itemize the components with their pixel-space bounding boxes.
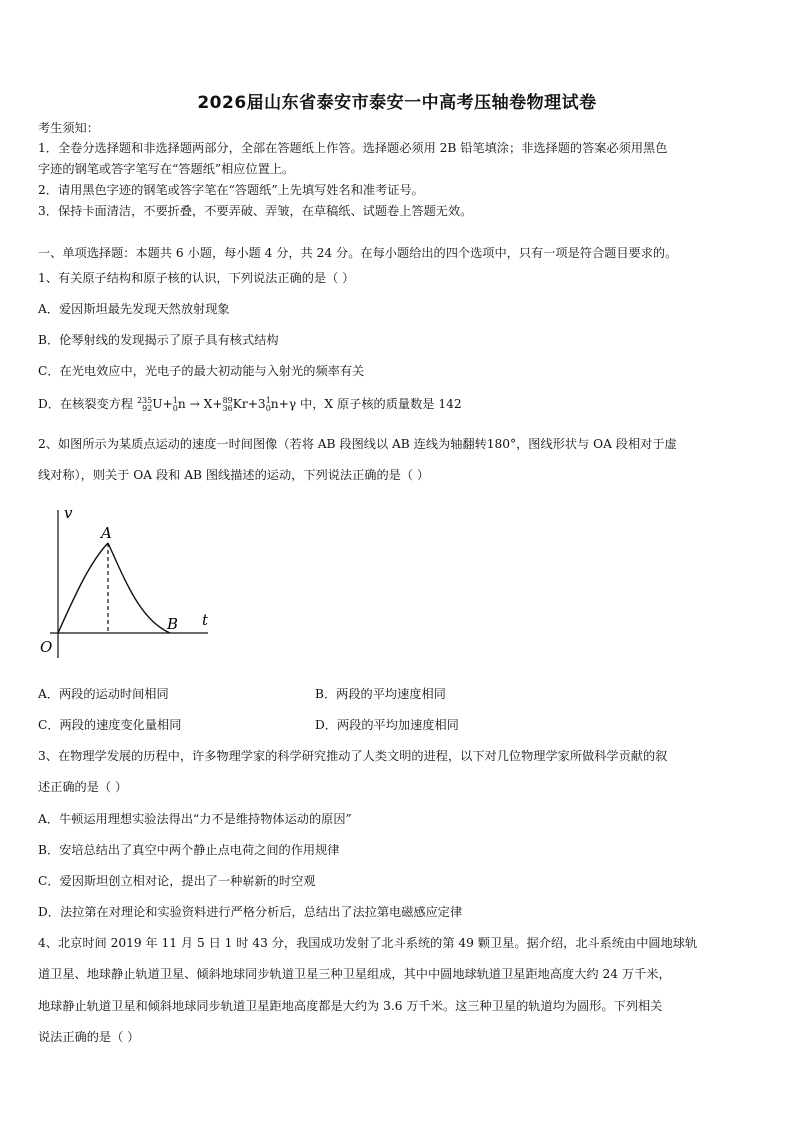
question-3-line-2: 述正确的是（ ） [38,780,128,794]
question-4-line-4: 说法正确的是（ ） [38,1030,140,1044]
krypton-nuclide-numbers: 89 36 [222,395,233,413]
notice-item-1-line-2: 字迹的钢笔或答字笔写在“答题纸”相应位置上。 [38,162,295,176]
uranium-symbol: U [152,397,163,411]
gamma-symbol: γ [288,397,297,411]
question-1-option-a: A．爱因斯坦最先发现天然放射现象 [38,302,230,316]
question-2-option-a: A．两段的运动时间相同 [38,687,169,701]
point-b-label: B [167,615,179,633]
question-1-option-d [38,396,758,413]
oa-curve [58,543,108,633]
question-2-option-b: B．两段的平均速度相同 [315,687,446,701]
t-axis-label: t [202,611,209,629]
question-3-option-d: D．法拉第在对理论和实验资料进行严格分析后，总结出了法拉第电磁感应定律 [38,905,463,919]
v-axis-label: v [64,504,73,522]
question-2-option-c: C．两段的速度变化量相同 [38,718,182,732]
ab-curve [108,543,170,633]
question-2-option-d: D．两段的平均加速度相同 [315,718,459,732]
neutron-symbol-2: n [270,397,279,411]
krypton-symbol: Kr [232,397,248,411]
fission-equation: 235 92 U+ 1 0 n → X+ 89 36 Kr+3 1 0 n+γ [136,395,297,413]
neutron-numbers: 1 0 [172,395,178,413]
question-4-line-3: 地球静止轨道卫星和倾斜地球同步轨道卫星距地高度都是大约为 3.6 万千米。这三种卫星的轨道均为圆形。下列相关 [38,999,663,1013]
option-d-prefix: D．在核裂变方程 [38,397,134,411]
reaction-arrow: → [189,397,200,411]
x-nucleus-symbol: X [203,397,213,411]
origin-label: O [40,638,53,656]
section-heading: 一、单项选择题：本题共 6 小题，每小题 4 分，共 24 分。在每小题给出的四个选项中，只有一项是符合题目要求的。 [38,246,678,260]
question-3-line-1: 3、在物理学发展的历程中，许多物理学家的科学研究推动了人类文明的进程，以下对几位物理学家所做科学贡献的叙 [38,749,668,763]
point-a-label: A [101,524,112,542]
question-4-line-2: 道卫星、地球静止轨道卫星、倾斜地球同步轨道卫星三种卫星组成，其中中圆地球轨道卫星距地高度大约 24 万千米， [38,967,671,981]
notice-item-2: 2．请用黑色字迹的钢笔或答字笔在“答题纸”上先填写姓名和准考证号。 [38,183,424,197]
question-1-option-b: B．伦琴射线的发现揭示了原子具有核式结构 [38,333,279,347]
question-3-option-b: B．安培总结出了真空中两个静止点电荷之间的作用规律 [38,843,340,857]
question-2-line-2: 线对称），则关于 OA 段和 AB 图线描述的运动，下列说法正确的是（ ） [38,468,430,482]
notice-heading: 考生须知： [38,121,99,135]
question-3-option-a: A．牛顿运用理想实验法得出“力不是维持物体运动的原因” [38,812,352,826]
notice-item-1-line-1: 1．全卷分选择题和非选择题两部分，全部在答题纸上作答。选择题必须用 2B 铅笔填涂；非选择题的答案必须用黑色 [38,141,668,155]
question-1-stem: 1、有关原子结构和原子核的认识，下列说法正确的是（ ） [38,271,355,285]
option-d-suffix: 中，X 原子核的质量数是 142 [300,397,462,411]
velocity-time-graph [30,500,230,670]
uranium-nuclide-numbers: 235 92 [136,395,153,413]
page-title: 2026届山东省泰安市泰安一中高考压轴卷物理试卷 [197,93,597,113]
neutron-numbers-2: 1 0 [265,395,271,413]
neutron-coefficient: 3 [257,397,266,411]
question-3-option-c: C．爱因斯坦创立相对论，提出了一种崭新的时空观 [38,874,316,888]
question-1-option-c: C．在光电效应中，光电子的最大初动能与入射光的频率有关 [38,364,365,378]
notice-item-3: 3．保持卡面清洁，不要折叠，不要弄破、弄皱，在草稿纸、试题卷上答题无效。 [38,204,473,218]
question-4-line-1: 4、北京时间 2019 年 11 月 5 日 1 时 43 分，我国成功发射了北斗系统的第 49 颗卫星。据介绍，北斗系统由中圆地球轨 [38,936,698,950]
neutron-symbol: n [177,397,186,411]
question-2-line-1: 2、如图所示为某质点运动的速度一时间图像（若将 AB 段图线以 AB 连线为轴翻转180°，图线形状与 OA 段相对于虚 [38,437,677,451]
